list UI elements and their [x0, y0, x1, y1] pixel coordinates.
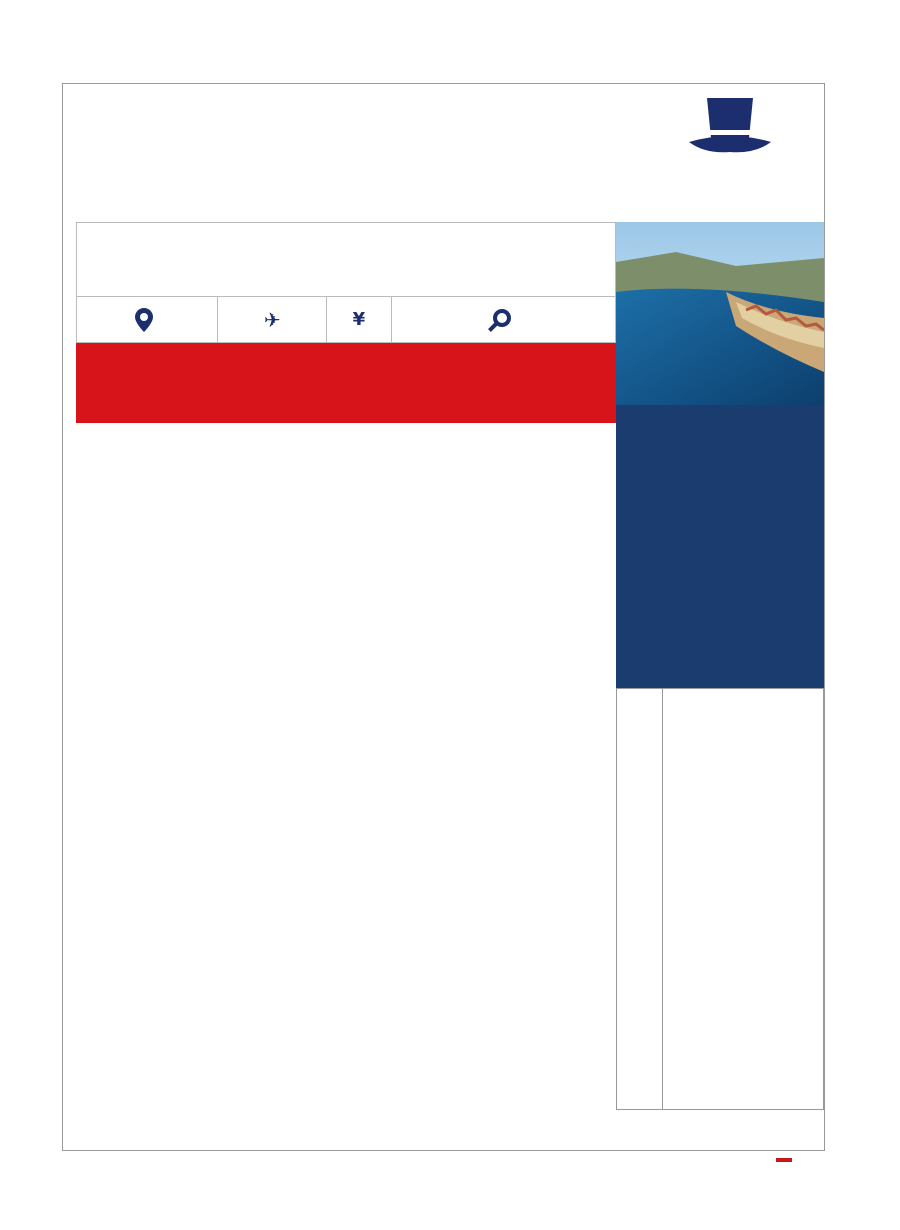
location-pin-icon — [135, 308, 153, 332]
contact-table — [663, 689, 824, 1110]
table-header — [76, 297, 616, 343]
tour-table — [76, 222, 616, 423]
section-budget — [76, 383, 616, 423]
contact-address — [617, 689, 663, 1110]
brand-block — [640, 92, 820, 172]
header-highlight — [392, 297, 615, 342]
header-route — [77, 297, 218, 342]
header-price — [327, 297, 392, 342]
edition-badge — [776, 1158, 792, 1162]
contact-rotated — [617, 689, 824, 1110]
magnifier-icon — [487, 307, 513, 333]
plane-icon: ✈ — [263, 307, 281, 332]
top-hat-icon — [685, 92, 775, 164]
section-play — [76, 343, 616, 383]
plan-title-row — [76, 222, 616, 297]
partner-logos — [90, 100, 620, 175]
coast-photo — [616, 222, 824, 405]
header-flight — [218, 297, 327, 342]
contact-panel — [616, 688, 824, 1110]
footer — [0, 1158, 900, 1162]
yen-icon: ¥ — [352, 309, 366, 330]
recruit-promo — [616, 405, 824, 688]
coast-photo-graphic — [616, 222, 824, 405]
